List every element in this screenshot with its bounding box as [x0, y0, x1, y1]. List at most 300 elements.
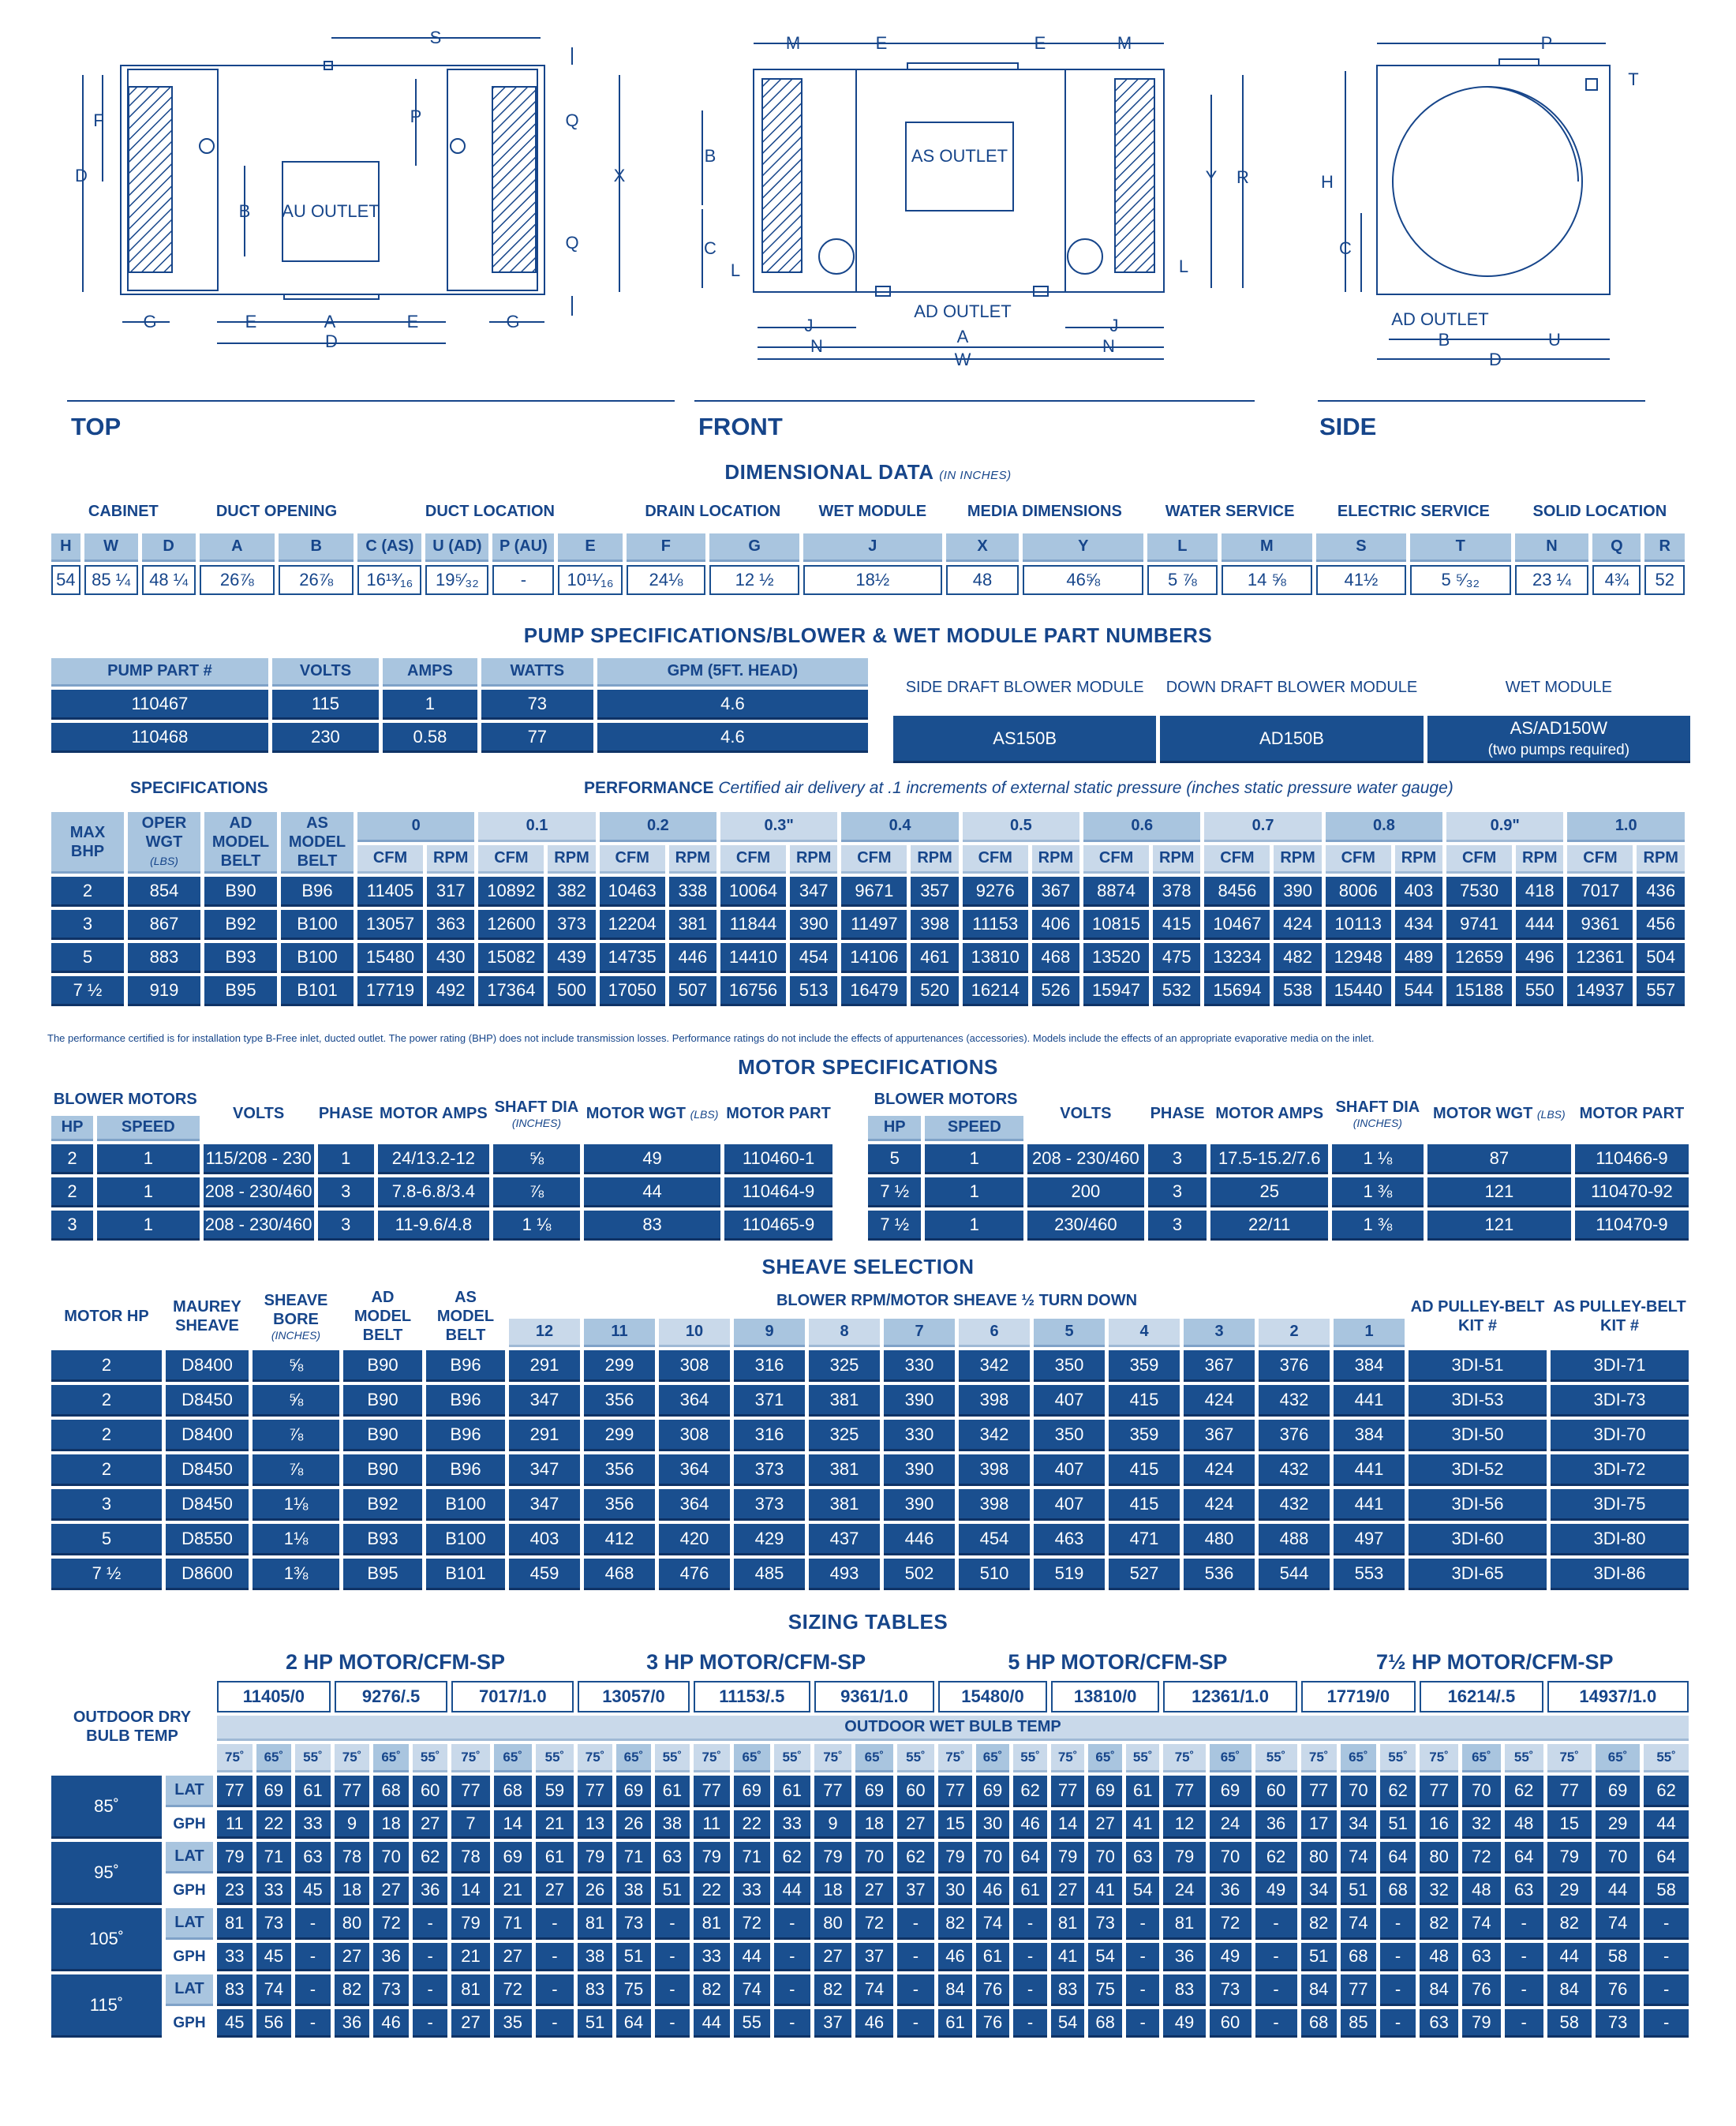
- wet-bulb-header: 75˚: [1163, 1744, 1205, 1772]
- turn-header: 10: [659, 1319, 730, 1347]
- gph-value: 63: [1505, 1877, 1543, 1905]
- sheave-cell: 2: [51, 1420, 162, 1451]
- dim-label-r: R: [1237, 167, 1249, 187]
- sheave-cell: 468: [584, 1559, 655, 1590]
- sheave-cell: 415: [1109, 1385, 1180, 1417]
- dim-header: S: [1316, 533, 1406, 562]
- turn-header: 5: [1034, 1319, 1105, 1347]
- rpm-value: 520: [911, 976, 958, 1006]
- lat-value: 70: [855, 1842, 892, 1873]
- gph-value: 21: [494, 1877, 532, 1905]
- lat-value: 62: [1380, 1776, 1416, 1807]
- gph-value: 44: [1596, 1877, 1640, 1905]
- sheave-cell: 3DI-71: [1551, 1350, 1689, 1382]
- spec-wgt: 883: [128, 943, 200, 973]
- sheave-cell: 376: [1259, 1420, 1330, 1451]
- motor-cell: 7.8-6.8/3.4: [378, 1177, 489, 1207]
- gph-value: 15: [938, 1810, 972, 1839]
- wet-bulb-header: 75˚: [451, 1744, 489, 1772]
- lat-value: 84: [1420, 1974, 1458, 2006]
- gph-value: 41: [1126, 1810, 1160, 1839]
- cfm-header: CFM: [1567, 845, 1633, 874]
- sheave-cell: 3DI-65: [1409, 1559, 1547, 1590]
- sheave-cell: B96: [426, 1454, 505, 1486]
- motor-cell: 121: [1427, 1211, 1571, 1241]
- gph-value: 46: [976, 1877, 1010, 1905]
- motor-part-header: MOTOR PART: [726, 1105, 831, 1122]
- motor-cell: 110470-92: [1575, 1177, 1689, 1207]
- gph-value: 51: [1301, 1943, 1337, 1971]
- gph-value: 33: [217, 1943, 253, 1971]
- cfm-value: 9361: [1567, 910, 1633, 940]
- front-view-label: FRONT: [698, 413, 783, 440]
- lat-value: 75: [616, 1974, 651, 2006]
- gph-value: 49: [1210, 1943, 1251, 1971]
- lat-value: 79: [451, 1908, 489, 1940]
- lat-value: 83: [1051, 1974, 1085, 2006]
- lat-value: 79: [578, 1842, 612, 1873]
- spec-header: MAX BHP: [51, 812, 124, 874]
- turn-header: 8: [809, 1319, 880, 1347]
- gph-value: -: [1505, 2009, 1543, 2038]
- spec-ad: B95: [204, 976, 277, 1006]
- gph-value: 27: [373, 1877, 409, 1905]
- gph-value: 22: [256, 1810, 292, 1839]
- wet-bulb-header: 75˚: [1420, 1744, 1458, 1772]
- lat-value: 74: [734, 1974, 770, 2006]
- sheave-cell: 1⅛: [253, 1489, 339, 1521]
- gph-value: 27: [1088, 1810, 1122, 1839]
- dim-header: R: [1644, 533, 1685, 562]
- dim-header: H: [51, 533, 80, 562]
- lat-value: 73: [373, 1974, 409, 2006]
- lat-value: -: [1505, 1908, 1543, 1940]
- lat-value: 64: [1644, 1842, 1689, 1873]
- sheave-cell: 429: [734, 1524, 805, 1555]
- motor-cell: 110466-9: [1575, 1144, 1689, 1174]
- cfm-header: CFM: [1326, 845, 1391, 874]
- lat-value: 82: [1420, 1908, 1458, 1940]
- rpm-value: 513: [790, 976, 837, 1006]
- gph-value: 33: [774, 1810, 810, 1839]
- sheave-cell: 407: [1034, 1454, 1105, 1486]
- sheave-cell: D8450: [166, 1489, 249, 1521]
- sheave-cell: 299: [584, 1420, 655, 1451]
- performance-footnote: The performance certified is for installation type B-Free inlet, ducted outlet. The power rating (BHP) does not include transmission losses. Performance ratings do not include the effects of appurtenances (accessories). Models include the effects of an appropriate evaporative media on the inlet.: [47, 1032, 1375, 1044]
- rpm-value: 338: [669, 877, 716, 907]
- dim-label-b: B: [238, 201, 251, 221]
- lat-value: -: [897, 1908, 935, 1940]
- dimension-drawings: [0, 0, 1736, 458]
- static-pressure-header: 0.6: [1083, 812, 1200, 842]
- dim-label-w: W: [954, 350, 971, 369]
- gph-value: -: [1013, 1943, 1047, 1971]
- wet-bulb-header: 55˚: [897, 1744, 935, 1772]
- motor-cell: 1: [925, 1177, 1023, 1207]
- lat-value: 68: [373, 1776, 409, 1807]
- gph-value: 37: [897, 1877, 935, 1905]
- sheave-cell: 1⅜: [253, 1559, 339, 1590]
- spec-ad: B92: [204, 910, 277, 940]
- cfm-sp-value: 17719/0: [1301, 1681, 1416, 1712]
- pump-header: VOLTS: [272, 658, 379, 687]
- rpm-value: 434: [1395, 910, 1442, 940]
- sheave-cell: 432: [1259, 1454, 1330, 1486]
- wet-bulb-header: 55˚: [774, 1744, 810, 1772]
- lat-value: 79: [814, 1842, 851, 1873]
- spec-as: B96: [281, 877, 354, 907]
- gph-value: 9: [335, 1810, 370, 1839]
- lat-value: 76: [1596, 1974, 1640, 2006]
- cfm-value: 10064: [720, 877, 786, 907]
- lat-value: 70: [1088, 1842, 1122, 1873]
- cfm-sp-value: 11405/0: [217, 1681, 331, 1712]
- lat-value: 84: [938, 1974, 972, 2006]
- rpm-value: 436: [1637, 877, 1685, 907]
- sizing-table: 2 HP MOTOR/CFM-SP 3 HP MOTOR/CFM-SP 5 HP MOTOR/CFM-SP 7½ HP MOTOR/CFM-SP OUTDOOR DRY BULB TEMP 11405/0 9276/.5 7017/1.0 13057/0 11153/.5 9361/1.0 15480/0 13810/0 12361/1.0 17719/0 16214/.5 14937/1.0 OUTDOOR WET BULB TEMP 75˚ 65˚ 55˚ 75˚ 65˚ 55˚ 75˚ 65˚ 55˚ 75˚ 65˚ 55˚ 75˚ 65˚ 55˚ 75˚ 65˚ 55˚ 75˚ 65˚ 55˚ 75˚ 65˚ 55˚ 75˚ 65˚ 55˚ 75˚ 65˚ 55˚ 75˚ 65˚ 55˚ 75˚ 65˚ 55˚ 85˚ LAT 77 69 61 77 68 60 77 68 59 77 69 61 77 69 61 77 69 60 77 69 62 77 69 61 77 69 60 77 70 62 77 70 62 77 69 62 GPH 11 22 33 9 18 27 7 14 21 13 26 38 11 22 33 9 18 27 15 30 46 14 27 41 12 24 36 17 34 51 16 32 48 15 29 44 95˚ LAT 79 71 63 78 70 62 78 69 61 79 71 63 79 71 62 79 70 62 79 70 64 79 70 63 79 70 62 80 74 64 80 72 64 79 70 64 GPH 23 33 45 18 27 36 14 21 27 26 38 51 22 33 44 18 27 37 30 46 61 27 41 54 24 36 49 34 51 68 32 48 63 29 44 58 105˚ LAT 81 73 - 80 72 - 79 71 - 81 73 - 81 72 - 80 72 - 82 74 - 81 73 - 81 72 - 82 74 - 82 74 - 82 74 - GPH 33 45 - 27 36 - 21 27 - 38 51 - 33 44 - 27 37 - 46 61 - 41 54 - 36 49 - 51 68 - 48 63 - 44 58 - 115˚ LAT 83 74 - 82 73 - 81 72 - 83 75 - 82 74 - 82 74 - 84 76 - 83 75 - 83 73 - 84 77 - 84 76 - 84 76 - GPH 45 56 - 36 46 - 27 35 - 51 64 - 44 55 - 37 46 - 61 76 - 54 68 - 49 60 - 68 85 - 63 79 - 58 73 -: [47, 1643, 1693, 2041]
- motor-cell: 110464-9: [724, 1177, 832, 1207]
- lat-label: LAT: [166, 1842, 213, 1873]
- cfm-header: CFM: [963, 845, 1028, 874]
- spec-header: AD MODEL BELT: [204, 812, 277, 874]
- wet-bulb-header: 55˚: [1126, 1744, 1160, 1772]
- static-pressure-header: 0.7: [1204, 812, 1321, 842]
- sheave-cell: 367: [1184, 1420, 1255, 1451]
- cfm-value: 8874: [1083, 877, 1149, 907]
- wet-bulb-header: 65˚: [1341, 1744, 1376, 1772]
- sheave-cell: 2: [51, 1350, 162, 1382]
- gph-value: 44: [1547, 1943, 1592, 1971]
- lat-value: 74: [1596, 1908, 1640, 1940]
- spec-bhp: 7 ½: [51, 976, 124, 1006]
- gph-value: 46: [938, 1943, 972, 1971]
- volts-header: VOLTS: [1060, 1105, 1112, 1122]
- lat-value: 70: [1462, 1776, 1501, 1807]
- motor-cell: 200: [1027, 1177, 1144, 1207]
- gph-value: 38: [578, 1943, 612, 1971]
- cfm-value: 7017: [1567, 877, 1633, 907]
- cfm-value: 8006: [1326, 877, 1391, 907]
- sheave-cell: 356: [584, 1385, 655, 1417]
- static-pressure-header: 0.4: [841, 812, 958, 842]
- dim-header: M: [1222, 533, 1312, 562]
- rpm-value: 461: [911, 943, 958, 973]
- gph-value: 22: [694, 1877, 730, 1905]
- sheave-cell: B96: [426, 1420, 505, 1451]
- cfm-value: 12361: [1567, 943, 1633, 973]
- lat-value: 64: [1505, 1842, 1543, 1873]
- cfm-sp-value: 14937/1.0: [1547, 1681, 1689, 1712]
- lat-value: 84: [1301, 1974, 1337, 2006]
- cfm-value: 11153: [963, 910, 1028, 940]
- cfm-sp-value: 15480/0: [938, 1681, 1047, 1712]
- dim-label-s: S: [429, 28, 442, 47]
- sheave-cell: 3DI-75: [1551, 1489, 1689, 1521]
- lat-value: 69: [976, 1776, 1010, 1807]
- lat-value: 72: [855, 1908, 892, 1940]
- gph-value: 30: [976, 1810, 1010, 1839]
- wet-module-label: WET MODULE: [1505, 679, 1612, 696]
- shaft-header: SHAFT DIA (INCHES): [1335, 1099, 1420, 1129]
- gph-value: 27: [814, 1943, 851, 1971]
- wet-bulb-header: 65˚: [734, 1744, 770, 1772]
- wet-bulb-header: 75˚: [694, 1744, 730, 1772]
- lat-value: 81: [1051, 1908, 1085, 1940]
- gph-value: 18: [814, 1877, 851, 1905]
- motor-cell: 110470-9: [1575, 1211, 1689, 1241]
- rpm-value: 532: [1153, 976, 1200, 1006]
- lat-value: 64: [1380, 1842, 1416, 1873]
- sheave-title: SHEAVE SELECTION: [761, 1255, 975, 1278]
- wet-bulb-header: 75˚: [1301, 1744, 1337, 1772]
- dim-value: 23 ¼: [1515, 565, 1589, 595]
- dim-label-n: N: [1102, 336, 1115, 356]
- sheave-cell: 424: [1184, 1489, 1255, 1521]
- rpm-value: 403: [1395, 877, 1442, 907]
- dim-value: 16¹³⁄₁₆: [357, 565, 421, 595]
- lat-value: 79: [938, 1842, 972, 1873]
- cfm-value: 14410: [720, 943, 786, 973]
- gph-value: 27: [494, 1943, 532, 1971]
- sheave-cell: 342: [959, 1420, 1030, 1451]
- cfm-sp-value: 16214/.5: [1420, 1681, 1543, 1712]
- cfm-value: 17050: [600, 976, 665, 1006]
- sheave-cell: 364: [659, 1454, 730, 1486]
- gph-value: 11: [217, 1810, 253, 1839]
- lat-value: 72: [1210, 1908, 1251, 1940]
- gph-value: -: [1644, 2009, 1689, 2038]
- motor-cell: 7 ½: [868, 1211, 921, 1241]
- gph-value: 27: [451, 2009, 489, 2038]
- motor-cell: 5: [868, 1144, 921, 1174]
- sheave-cell: 3DI-60: [1409, 1524, 1547, 1555]
- lat-value: 81: [694, 1908, 730, 1940]
- lat-value: 60: [413, 1776, 448, 1807]
- cfm-value: 15440: [1326, 976, 1391, 1006]
- motor-cell: ⅝: [493, 1144, 580, 1174]
- sheave-cell: 454: [959, 1524, 1030, 1555]
- spec-as: B100: [281, 910, 354, 940]
- sheave-cell: 381: [809, 1385, 880, 1417]
- rpm-header: RPM: [548, 845, 595, 874]
- gph-value: 54: [1088, 1943, 1122, 1971]
- cfm-sp-value: 13810/0: [1051, 1681, 1160, 1712]
- wet-bulb-header: 65˚: [1210, 1744, 1251, 1772]
- gph-value: 34: [1301, 1877, 1337, 1905]
- lat-value: 72: [373, 1908, 409, 1940]
- sheave-cell: 471: [1109, 1524, 1180, 1555]
- dim-label-j: J: [1109, 316, 1119, 335]
- wet-bulb-header: 55˚: [295, 1744, 331, 1772]
- gph-value: 45: [256, 1943, 292, 1971]
- rpm-value: 500: [548, 976, 595, 1006]
- gph-value: 27: [1051, 1877, 1085, 1905]
- dimensional-table: CABINET DUCT OPENING DUCT LOCATION DRAIN LOCATION WET MODULE MEDIA DIMENSIONS WATER SERVICE ELECTRIC SERVICE SOLID LOCATION H W D A B C (AS) U (AD) P (AU) E F G J X Y L M S T N Q R 54 85 ¼ 48 ¼ 26⅞ 26⅞ 16¹³⁄₁₆ 19⁵⁄₃₂ - 10¹¹⁄₁₆ 24⅛ 12 ½ 18½ 48 46⅝ 5 ⅞ 14 ⅝ 41½ 5 ⁵⁄₃₂ 23 ¼ 4¾ 52: [47, 489, 1689, 598]
- wet-bulb-header: 75˚: [1547, 1744, 1592, 1772]
- gph-value: 45: [217, 2009, 253, 2038]
- dim-header: A: [200, 533, 275, 562]
- cfm-sp-value: 11153/.5: [694, 1681, 810, 1712]
- gph-value: 48: [1462, 1877, 1501, 1905]
- gph-value: -: [1380, 2009, 1416, 2038]
- pump-header: WATTS: [481, 658, 593, 687]
- rpm-value: 367: [1032, 877, 1079, 907]
- cfm-sp-value: 12361/1.0: [1163, 1681, 1296, 1712]
- cfm-value: 17364: [478, 976, 544, 1006]
- cfm-value: 15947: [1083, 976, 1149, 1006]
- sheave-cell: B95: [343, 1559, 422, 1590]
- sheave-cell: 373: [734, 1489, 805, 1521]
- phase-header: PHASE: [1150, 1105, 1205, 1122]
- dim-header: E: [558, 533, 622, 562]
- lat-value: 82: [1301, 1908, 1337, 1940]
- dim-header: T: [1410, 533, 1511, 562]
- cfm-value: 13057: [357, 910, 423, 940]
- lat-value: 79: [1051, 1842, 1085, 1873]
- sheave-cell: 308: [659, 1350, 730, 1382]
- gph-value: 64: [616, 2009, 651, 2038]
- cfm-value: 15480: [357, 943, 423, 973]
- sheave-cell: ⅞: [253, 1420, 339, 1451]
- sheave-cell: D8550: [166, 1524, 249, 1555]
- dim-header: J: [803, 533, 942, 562]
- sheave-cell: 437: [809, 1524, 880, 1555]
- lat-value: 77: [217, 1776, 253, 1807]
- dim-value: 48: [946, 565, 1020, 595]
- rpm-value: 418: [1516, 877, 1563, 907]
- lat-value: 63: [295, 1842, 331, 1873]
- sheave-cell: 407: [1034, 1385, 1105, 1417]
- lat-value: 81: [578, 1908, 612, 1940]
- gph-value: 46: [855, 2009, 892, 2038]
- lat-value: 69: [1596, 1776, 1640, 1807]
- cfm-value: 13234: [1204, 943, 1270, 973]
- rpm-header: RPM: [1274, 845, 1321, 874]
- lat-value: 79: [1163, 1842, 1205, 1873]
- wet-bulb-header: 75˚: [578, 1744, 612, 1772]
- cfm-value: 13520: [1083, 943, 1149, 973]
- motor-cell: 1 ⅜: [1332, 1211, 1424, 1241]
- motor-cell: 24/13.2-12: [378, 1144, 489, 1174]
- motor-cell: 3: [51, 1211, 93, 1241]
- sheave-cell: 390: [884, 1454, 955, 1486]
- lat-value: 71: [494, 1908, 532, 1940]
- rpm-value: 378: [1153, 877, 1200, 907]
- lat-value: 73: [616, 1908, 651, 1940]
- sheave-cell: D8450: [166, 1385, 249, 1417]
- motor-cell: 44: [584, 1177, 720, 1207]
- gph-value: 51: [655, 1877, 690, 1905]
- gph-value: 16: [1420, 1810, 1458, 1839]
- dim-header: X: [946, 533, 1020, 562]
- gph-value: -: [1013, 2009, 1047, 2038]
- wet-bulb-header: 75˚: [814, 1744, 851, 1772]
- dim-label-q: Q: [565, 110, 579, 130]
- cfm-value: 12948: [1326, 943, 1391, 973]
- gph-value: 45: [295, 1877, 331, 1905]
- cfm-value: 15082: [478, 943, 544, 973]
- lat-value: 76: [976, 1974, 1010, 2006]
- motor-cell: 110460-1: [724, 1144, 832, 1174]
- motor-cell: 208 - 230/460: [204, 1211, 314, 1241]
- gph-value: 13: [578, 1810, 612, 1839]
- sheave-cell: 316: [734, 1350, 805, 1382]
- sheave-cell: D8400: [166, 1420, 249, 1451]
- wet-bulb-header: 65˚: [1088, 1744, 1122, 1772]
- gph-value: 32: [1420, 1877, 1458, 1905]
- lat-value: 77: [694, 1776, 730, 1807]
- motor-cell: 1: [97, 1211, 200, 1241]
- rpm-value: 317: [427, 877, 474, 907]
- sheave-cell: B90: [343, 1350, 422, 1382]
- lat-value: 79: [217, 1842, 253, 1873]
- dim-label-t: T: [1628, 69, 1639, 89]
- sheave-cell: 367: [1184, 1350, 1255, 1382]
- lat-value: 61: [536, 1842, 574, 1873]
- dim-value: 54: [51, 565, 80, 595]
- sheave-cell: 3DI-50: [1409, 1420, 1547, 1451]
- rpm-header: RPM: [1516, 845, 1563, 874]
- sheave-cell: 424: [1184, 1385, 1255, 1417]
- lat-label: LAT: [166, 1974, 213, 2006]
- gph-value: 29: [1547, 1877, 1592, 1905]
- lat-value: 74: [1462, 1908, 1501, 1940]
- lat-value: 77: [938, 1776, 972, 1807]
- gph-value: 24: [1163, 1877, 1205, 1905]
- lat-value: -: [295, 1974, 331, 2006]
- gph-value: 76: [976, 2009, 1010, 2038]
- motor-cell: 1: [97, 1177, 200, 1207]
- dim-value: 18½: [803, 565, 942, 595]
- lat-value: 75: [1088, 1974, 1122, 2006]
- front-view-drawing: [694, 43, 1255, 401]
- lat-value: 71: [256, 1842, 292, 1873]
- cfm-value: 15188: [1446, 976, 1512, 1006]
- gph-label: GPH: [166, 1810, 213, 1839]
- gph-value: 41: [1088, 1877, 1122, 1905]
- sheave-cell: 325: [809, 1420, 880, 1451]
- spec-bhp: 5: [51, 943, 124, 973]
- rpm-value: 544: [1395, 976, 1442, 1006]
- turn-header: 11: [584, 1319, 655, 1347]
- side-draft-label: SIDE DRAFT BLOWER MODULE: [905, 679, 1144, 696]
- lat-label: LAT: [166, 1776, 213, 1807]
- gph-value: 44: [774, 1877, 810, 1905]
- rpm-value: 430: [427, 943, 474, 973]
- sheave-cell: 432: [1259, 1385, 1330, 1417]
- dim-value: 26⅞: [200, 565, 275, 595]
- lat-value: 60: [1255, 1776, 1297, 1807]
- motor-cell: 25: [1210, 1177, 1327, 1207]
- sheave-cell: B92: [343, 1489, 422, 1521]
- lat-value: -: [1255, 1974, 1297, 2006]
- lat-value: -: [774, 1908, 810, 1940]
- dim-label-a: A: [324, 312, 336, 331]
- lat-value: -: [1644, 1908, 1689, 1940]
- lat-value: 71: [734, 1842, 770, 1873]
- wet-bulb-header: 55˚: [1255, 1744, 1297, 1772]
- lat-value: 77: [335, 1776, 370, 1807]
- spec-wgt: 854: [128, 877, 200, 907]
- lat-value: 78: [335, 1842, 370, 1873]
- lat-value: 82: [1547, 1908, 1592, 1940]
- sheave-cell: 432: [1259, 1489, 1330, 1521]
- dim-value: 41½: [1316, 565, 1406, 595]
- gph-value: -: [536, 2009, 574, 2038]
- lat-value: 61: [1126, 1776, 1160, 1807]
- sheave-cell: 463: [1034, 1524, 1105, 1555]
- sheave-cell: 342: [959, 1350, 1030, 1382]
